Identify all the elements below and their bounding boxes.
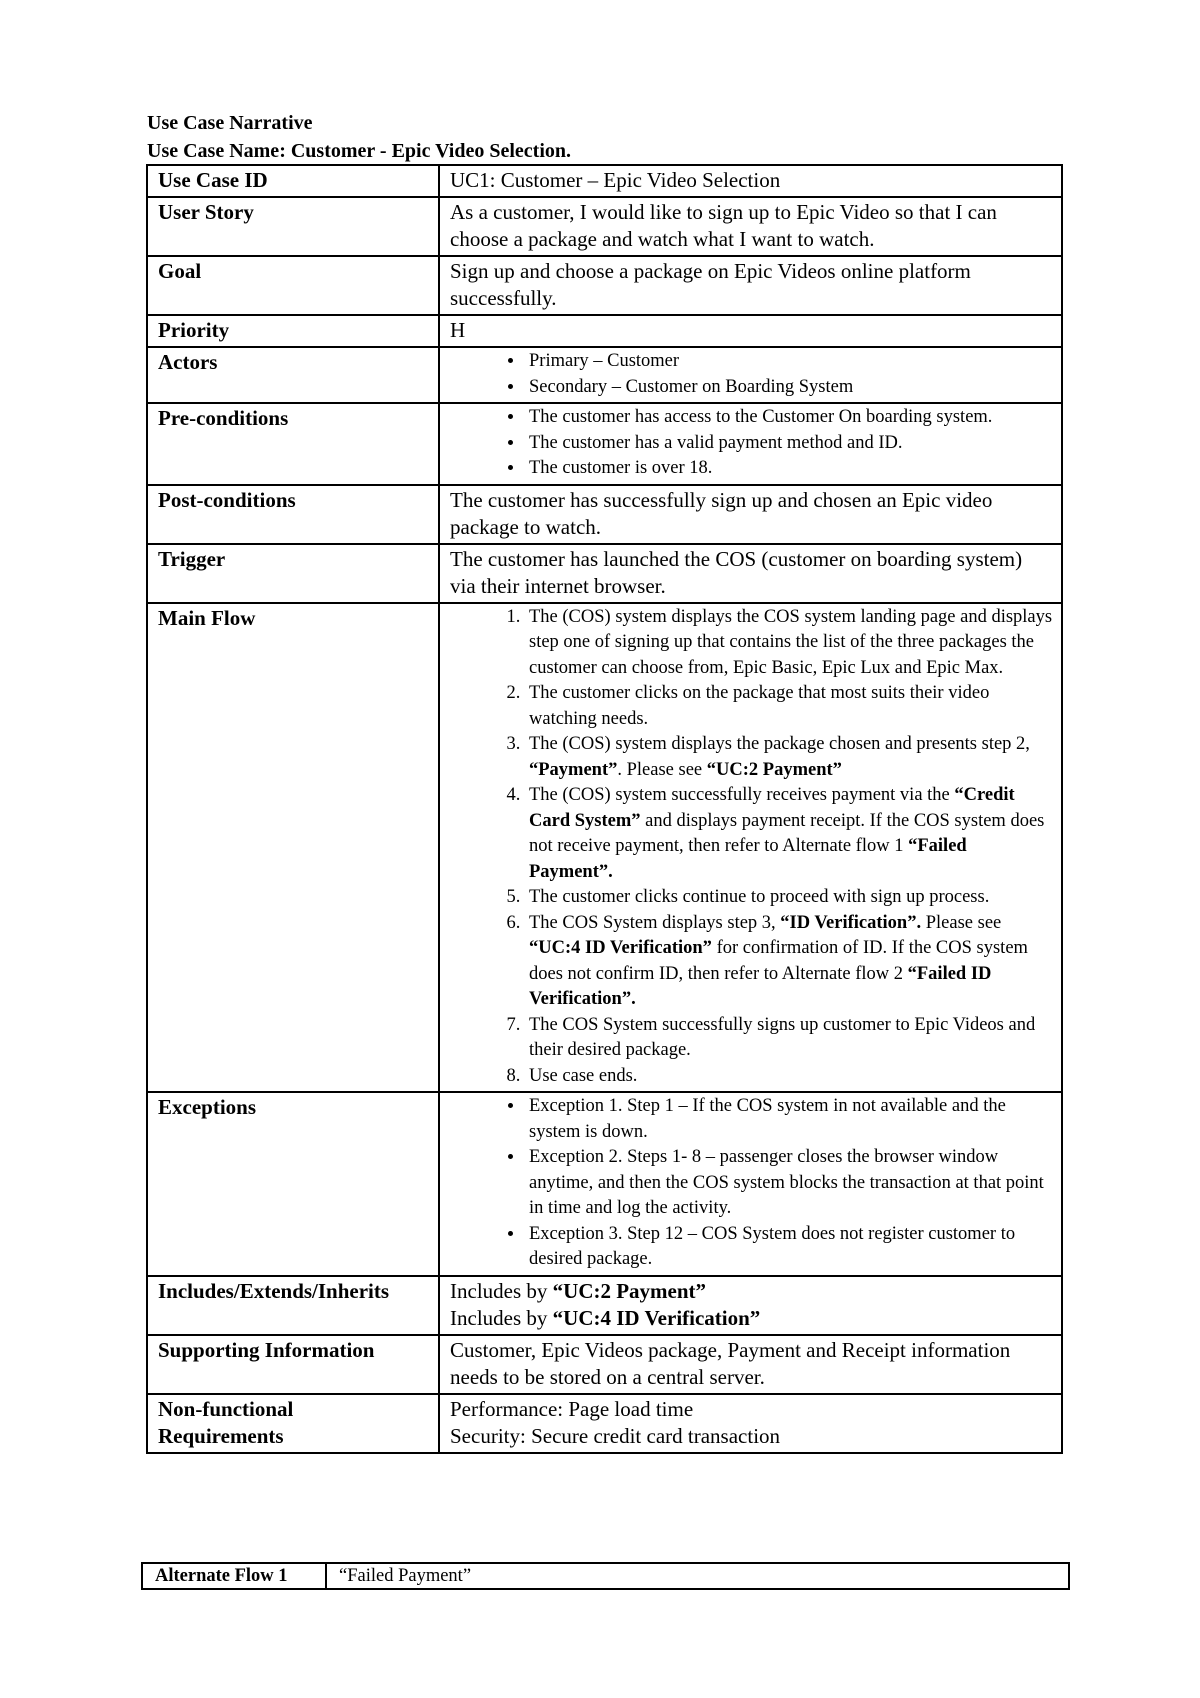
includes-text: Includes by	[450, 1305, 553, 1330]
step-bold: “ID Verification”.	[780, 912, 922, 933]
step-bold: “Payment”	[529, 759, 618, 780]
row-preconditions	[147, 403, 1062, 485]
label-includes: Includes/Extends/Inherits	[147, 1276, 439, 1335]
label-nonfunctional	[147, 1394, 439, 1453]
flow-step	[525, 732, 1053, 783]
row-nonfunctional	[147, 1394, 1062, 1453]
label-postconditions: Post-conditions	[147, 485, 439, 544]
list-item: • Secondary – Customer on Boarding System	[525, 375, 1053, 401]
flow-step: 2. The customer clicks on the package that most suits their video watching needs.	[525, 681, 1053, 732]
row-main-flow	[147, 603, 1062, 1093]
main-flow-list	[450, 605, 1053, 1090]
step-bold: “Failed Payment”.	[529, 836, 967, 882]
flow-step	[525, 783, 1053, 885]
label-use-case-id: Use Case ID	[147, 165, 439, 197]
row-postconditions	[147, 485, 1062, 544]
label-trigger: Trigger	[147, 544, 439, 603]
list-item: • The customer has a valid payment method and ID.	[525, 431, 1053, 457]
value-exceptions	[439, 1092, 1062, 1276]
row-alternate-flow	[142, 1563, 1069, 1589]
row-use-case-id	[147, 165, 1062, 197]
step-bold: “Failed ID Verification”.	[529, 963, 992, 1009]
includes-text: Includes by	[450, 1278, 553, 1303]
label-user-story: User Story	[147, 197, 439, 256]
step-text: The (COS) system successfully receives payment via the	[529, 785, 955, 805]
doc-title: Use Case Narrative	[147, 112, 313, 134]
value-nonfunctional	[439, 1394, 1062, 1453]
flow-step: 8. Use case ends.	[525, 1064, 1053, 1090]
row-includes	[147, 1276, 1062, 1335]
row-actors	[147, 347, 1062, 403]
label-actors: Actors	[147, 347, 439, 403]
use-case-name: Use Case Name: Customer - Epic Video Selection.	[147, 140, 572, 162]
label-supporting-info: Supporting Information	[147, 1335, 439, 1394]
step-text: for confirmation of ID. If the COS system does not confirm ID, then refer to Alternate flow 2	[529, 938, 1028, 984]
row-priority	[147, 315, 1062, 347]
row-supporting-info	[147, 1335, 1062, 1394]
value-preconditions	[439, 403, 1062, 485]
value-user-story: As a customer, I would like to sign up to Epic Video so that I can choose a package and watch what I want to watch.	[439, 197, 1062, 256]
includes-line	[450, 1278, 1053, 1305]
label-goal: Goal	[147, 256, 439, 315]
list-item: • The customer is over 18.	[525, 456, 1053, 482]
label-line: Requirements	[158, 1423, 284, 1448]
actors-list	[450, 349, 1053, 400]
value-main-flow	[439, 603, 1062, 1093]
preconditions-list	[450, 405, 1053, 482]
label-alternate-flow: Alternate Flow 1	[142, 1563, 326, 1589]
step-text: The (COS) system displays the package chosen and presents step 2,	[529, 734, 1030, 754]
use-case-table	[146, 164, 1063, 1454]
label-exceptions: Exceptions	[147, 1092, 439, 1276]
flow-step	[525, 911, 1053, 1013]
step-bold: “Credit Card System”	[529, 785, 1015, 831]
list-item: • Exception 2. Steps 1- 8 – passenger closes the browser window anytime, and then the COS system blocks the transaction at that point in time and log the activity.	[525, 1145, 1053, 1222]
value-actors	[439, 347, 1062, 403]
includes-ref: “UC:2 Payment”	[552, 1278, 707, 1303]
list-item: • Exception 3. Step 12 – COS System does not register customer to desired package.	[525, 1222, 1053, 1273]
step-bold: “UC:2 Payment”	[706, 759, 842, 780]
label-main-flow: Main Flow	[147, 603, 439, 1093]
value-postconditions: The customer has successfully sign up and chosen an Epic video package to watch.	[439, 485, 1062, 544]
step-text: The COS System displays step 3,	[529, 912, 781, 933]
row-trigger	[147, 544, 1062, 603]
flow-step: 7. The COS System successfully signs up customer to Epic Videos and their desired package.	[525, 1013, 1053, 1064]
label-priority: Priority	[147, 315, 439, 347]
alternate-flow-table	[141, 1562, 1070, 1590]
list-item: • Exception 1. Step 1 – If the COS system in not available and the system is down.	[525, 1094, 1053, 1145]
label-preconditions: Pre-conditions	[147, 403, 439, 485]
row-user-story	[147, 197, 1062, 256]
value-priority: H	[439, 315, 1062, 347]
includes-line	[450, 1305, 1053, 1332]
step-text: . Please see	[617, 759, 707, 780]
row-goal	[147, 256, 1062, 315]
list-item: • Primary – Customer	[525, 349, 1053, 375]
value-trigger: The customer has launched the COS (customer on boarding system) via their internet browser.	[439, 544, 1062, 603]
value-use-case-id: UC1: Customer – Epic Video Selection	[439, 165, 1062, 197]
row-exceptions	[147, 1092, 1062, 1276]
step-bold: “UC:4 ID Verification”	[529, 938, 712, 958]
flow-step: 1. The (COS) system displays the COS system landing page and displays step one of signing up that contains the list of the three packages the customer can choose from, Epic Basic, Epic Lux and Epic Max.	[525, 605, 1053, 682]
includes-ref: “UC:4 ID Verification”	[552, 1305, 761, 1330]
label-line: Non-functional	[158, 1396, 294, 1421]
requirement-line: Performance: Page load time	[450, 1396, 694, 1421]
value-includes	[439, 1276, 1062, 1335]
requirement-line: Security: Secure credit card transaction	[450, 1423, 781, 1448]
flow-step: 5. The customer clicks continue to proceed with sign up process.	[525, 885, 1053, 911]
step-text: and displays payment receipt. If the COS system does not receive payment, then refer to Alternate flow 1	[529, 810, 1045, 856]
step-text: Please see	[921, 912, 1002, 933]
value-alternate-flow: “Failed Payment”	[326, 1563, 1069, 1589]
list-item: • The customer has access to the Customer On boarding system.	[525, 405, 1053, 431]
value-supporting-info: Customer, Epic Videos package, Payment and Receipt information needs to be stored on a central server.	[439, 1335, 1062, 1394]
value-goal: Sign up and choose a package on Epic Videos online platform successfully.	[439, 256, 1062, 315]
exceptions-list	[450, 1094, 1053, 1273]
